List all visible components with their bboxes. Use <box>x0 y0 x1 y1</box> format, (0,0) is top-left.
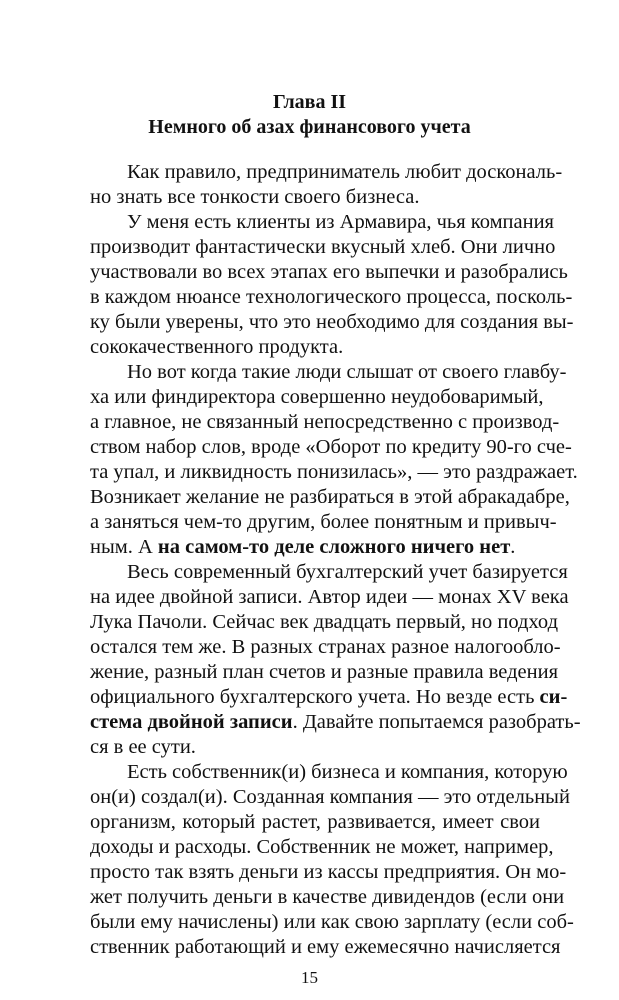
text-line: сококачественного продукта. <box>90 336 344 358</box>
text-line: ственник работающий и ему ежемесячно начисляется <box>90 936 561 958</box>
text-line-emphasis <box>90 535 540 560</box>
text-span: . <box>510 536 516 558</box>
text-line: Весь современный бухгалтерский учет базируется <box>127 561 568 583</box>
text-line: на идее двойной записи. Автор идеи — монах XV века <box>90 586 569 608</box>
text-line: Но вот когда такие люди слышат от своего главбу- <box>127 361 567 383</box>
text-line: ством набор слов, вроде «Оборот по кредиту 90-го сче- <box>90 436 572 458</box>
text-line: ха или финдиректора совершенно неудобоваримый, <box>90 386 544 408</box>
text-line: жет получить деньги в качестве дивидендов (если они <box>90 886 565 908</box>
text-span: официального бухгалтерского учета. Но везде есть <box>90 686 535 708</box>
text-line: производит фантастически вкусный хлеб. Они лично <box>90 236 556 258</box>
text-line: Лука Пачоли. Сейчас век двадцать первый, но подход <box>90 611 559 633</box>
text-line: в каждом нюансе технологического процесса, посколь- <box>90 286 573 308</box>
text-line: Как правило, предприниматель любит доскональ- <box>127 161 563 183</box>
text-line: остался тем же. В разных странах разное налогообло- <box>90 636 561 658</box>
text-line: та упал, и ликвидность понизилась», — это раздражает. <box>90 461 578 483</box>
text-line: ку были уверены, что это необходимо для создания вы- <box>90 311 574 333</box>
page-number: 15 <box>301 968 318 987</box>
text-line: были ему начислены) или как свою зарплату (если соб- <box>90 911 574 933</box>
bold-emphasis: си- <box>539 686 568 708</box>
bold-emphasis: стема двойной записи <box>90 711 293 733</box>
text-span: . Давайте попытаемся разобрать- <box>292 711 581 733</box>
text-line: а главное, не связанный непосредственно с производ- <box>90 411 560 433</box>
text-line: жение, разный план счетов и разные правила ведения <box>90 661 559 683</box>
chapter-title: Немного об азах финансового учета <box>148 116 471 138</box>
text-line: Есть собственник(и) бизнеса и компания, которую <box>127 761 568 783</box>
text-line: участвовали во всех этапах его выпечки и разобрались <box>90 261 568 283</box>
text-line-emphasis <box>90 710 581 735</box>
text-line: У меня есть клиенты из Армавира, чья компания <box>127 211 554 233</box>
text-line: он(и) создал(и). Созданная компания — это отдельный <box>90 786 570 808</box>
chapter-number: Глава II <box>272 91 347 113</box>
text-line-emphasis <box>90 685 568 710</box>
text-line: а заняться чем-то другим, более понятным и привыч- <box>90 511 557 533</box>
text-line: но знать все тонкости своего бизнеса. <box>90 186 420 208</box>
text-line: организм, который растет, развивается, имеет свои <box>90 811 540 833</box>
text-line: просто так взять деньги из кассы предприятия. Он мо- <box>90 861 567 883</box>
text-span: ным. А <box>90 536 158 558</box>
text-line: Возникает желание не разбираться в этой абракадабре, <box>90 486 570 508</box>
text-line: доходы и расходы. Собственник не может, например, <box>90 836 554 858</box>
bold-emphasis: на самом-то деле сложного ничего нет <box>157 536 511 558</box>
text-line: ся в ее сути. <box>90 736 196 758</box>
